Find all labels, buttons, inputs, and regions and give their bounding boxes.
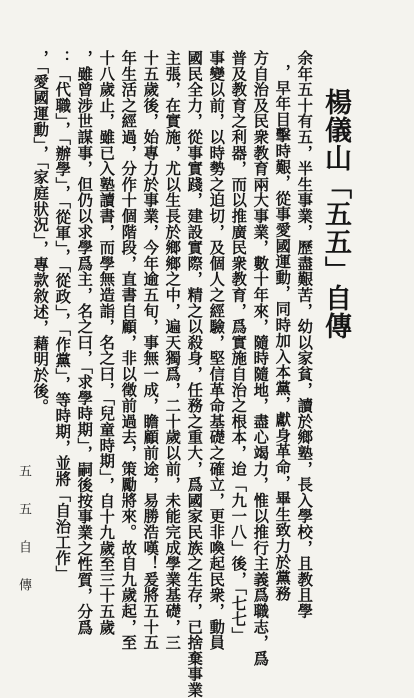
text-column: 余年五十有五，半生事業，歷盡艱苦，幼以家貧，讀於鄉塾，長入學校，且教且學 — [295, 50, 314, 619]
text-column: 十五歲後，始專力於事業，今年逾五旬，事無一成，瞻顧前途，易勝浩嘆！爰將五十五 — [141, 50, 160, 651]
text-column: ：「代職」，「辦學」，「從軍」，「從政」，「作黨」，等時期，並將「自治工作」 — [53, 50, 72, 582]
text-column: 主張，在實施，尤以生長於鄉鄉之中，遍天獨爲，二十歲以前，未能完成學業基礎，三 — [163, 50, 182, 651]
text-column: ，「愛國運動」，「家庭狀況」，專款敘述，藉明於後。 — [31, 50, 50, 415]
text-column: 方自治及民衆教育兩大事業，數十年來，隨時隨地，盡心竭力，惟以推行主義爲職志，爲 — [251, 50, 270, 667]
text-column: 國民全力，從事實踐，建設實際，精之以殺身，任務之重大，爲國家民族之生存，已捨棄事業 — [185, 50, 204, 698]
text-column: ，雖曾涉世謀事，但仍以求學爲主，名之曰，「求學時期」，嗣後按事業之性質，分爲 — [75, 50, 94, 636]
running-head: 五 五 自 傳 — [16, 464, 31, 596]
text-column: ，早年目擊時艱，從事愛國運動，同時加入本黨，獻身革命，畢生致力於黨務 — [273, 64, 292, 602]
text-column: 年生活之經過，分作十個階段，直書自顧，非以徵前過去，策勵將來。故自九歲起，至 — [119, 50, 138, 651]
text-column: 普及教育之利器，而以推廣民衆教育，爲實施自治之根本，迨「九一八」後，「七七」 — [229, 50, 248, 643]
text-column: 事變以前，以時勢之迫切，及個人之經驗，堅信革命基礎之確立，更非喚起民衆，動員 — [207, 50, 226, 651]
text-column: 十八歲止，雖已入塾讀書，而學無造詣，名之曰，「兒童時期」，自十九歲至三十五歲 — [97, 50, 116, 636]
chapter-title: 楊儀山「五五」自傳 — [320, 88, 351, 340]
